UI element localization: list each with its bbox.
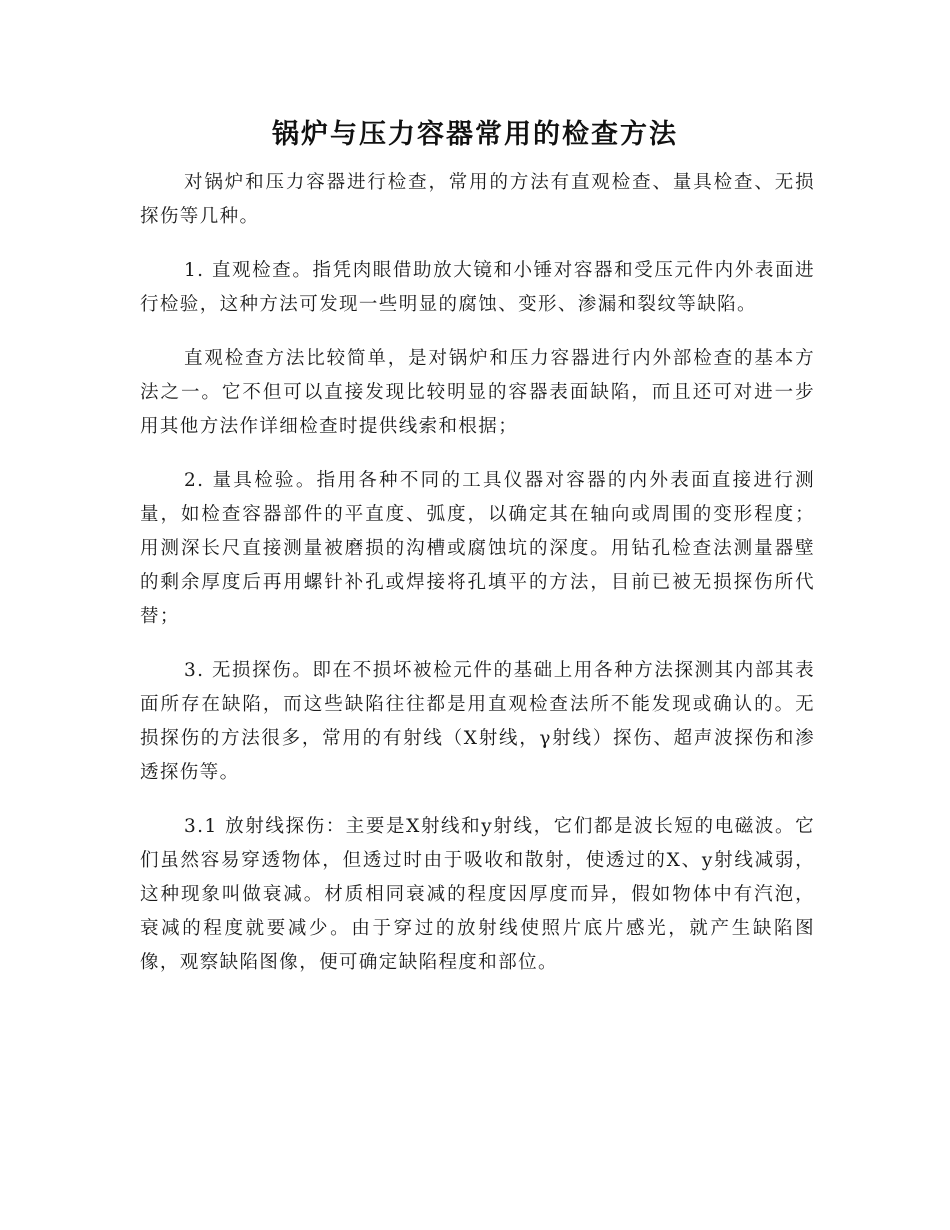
paragraph-nondestructive-testing: 3. 无损探伤。即在不损坏被检元件的基础上用各种方法探测其内部其表面所存在缺陷，而这些缺陷往往都是用直观检查法所不能发现或确认的。无损探伤的方法很多，常用的有射线（X射线，γ射线）探伤、超声波探伤和渗透探伤等。 bbox=[140, 660, 815, 783]
paragraph-gauge-inspection: 2. 量具检验。指用各种不同的工具仪器对容器的内外表面直接进行测量，如检查容器部件的平直度、弧度，以确定其在轴向或周围的变形程度；用测深长尺直接测量被磨损的沟槽或腐蚀坑的深度。用钻孔检查法测量器壁的剩余厚度后再用螺针补孔或焊接将孔填平的方法，目前已被无损探伤所代替； bbox=[140, 470, 815, 627]
paragraph-visual-inspection-detail: 直观检查方法比较简单，是对锅炉和压力容器进行内外部检查的基本方法之一。它不但可以直接发现比较明显的容器表面缺陷，而且还可对进一步用其他方法作详细检查时提供线索和根据； bbox=[140, 348, 815, 437]
paragraph-radiographic-testing: 3.1 放射线探伤：主要是X射线和y射线，它们都是波长短的电磁波。它们虽然容易穿透物体，但透过时由于吸收和散射，使透过的X、y射线减弱，这种现象叫做衰减。材质相同衰减的程度因厚度而异，假如物体中有汽泡，衰减的程度就要减少。由于穿过的放射线使照片底片感光，就产生缺陷图像，观察缺陷图像，便可确定缺陷程度和部位。 bbox=[140, 816, 815, 973]
paragraph-visual-inspection: 1. 直观检查。指凭肉眼借助放大镜和小锤对容器和受压元件内外表面进行检验，这种方法可发现一些明显的腐蚀、变形、渗漏和裂纹等缺陷。 bbox=[140, 260, 815, 315]
document-body bbox=[140, 166, 815, 1000]
document-title: 锅炉与压力容器常用的检查方法 bbox=[272, 119, 678, 150]
paragraph-intro: 对锅炉和压力容器进行检查，常用的方法有直观检查、量具检查、无损探伤等几种。 bbox=[140, 172, 815, 227]
